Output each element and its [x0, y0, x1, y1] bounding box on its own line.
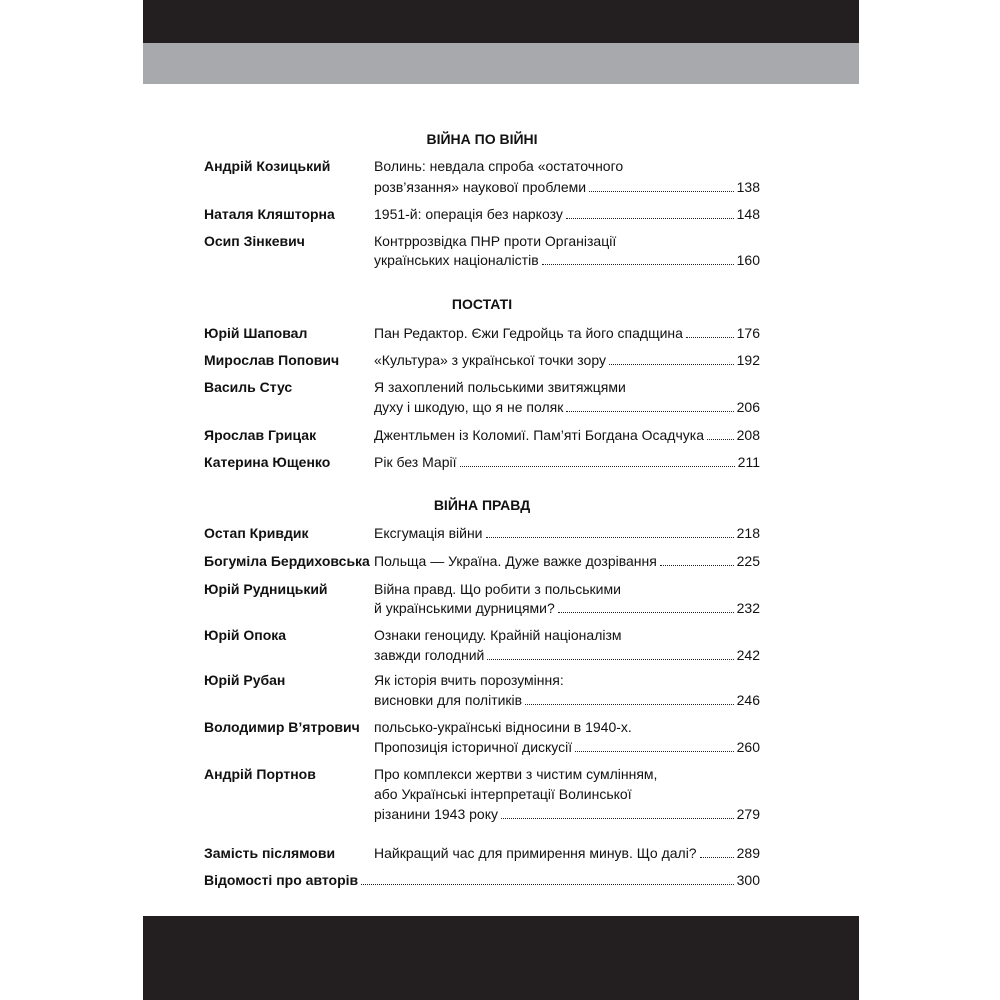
bottom-dark-band	[143, 916, 859, 1000]
entry-author: Ярослав Грицак	[204, 427, 317, 443]
page-number: 211	[737, 454, 760, 470]
dot-leader	[660, 565, 734, 566]
entry-title-text: й українськими дурницями?	[374, 600, 555, 616]
entry-title-text: Рік без Марії	[374, 454, 457, 470]
about-authors-label: Відомості про авторів	[204, 872, 359, 888]
page-number: 242	[736, 647, 760, 663]
entry-title-text: 1951-й: операція без наркозу	[374, 206, 563, 222]
entry-title-last-line	[374, 644, 760, 666]
entry-title-last-line	[374, 203, 760, 225]
entry-title-line: Як історія вчить порозуміння:	[374, 672, 564, 688]
page-number: 289	[736, 845, 760, 861]
entry-title-line: або Українські інтерпретації Волинської	[374, 786, 632, 802]
page-number: 246	[736, 692, 760, 708]
entry-title-line: Волинь: невдала спроба «остаточного	[374, 158, 624, 174]
entry-author: Андрій Козицький	[204, 158, 331, 174]
entry-title-line: Ознаки геноциду. Крайній націоналізм	[374, 627, 622, 643]
entry-title-line: Контррозвідка ПНР проти Організації	[374, 233, 617, 249]
toc-entry-about-authors[interactable]	[204, 869, 760, 891]
entry-title-line: Я захоплений польськими звитяжцями	[374, 379, 626, 395]
entry-title-text: Джентльмен із Коломиї. Пам’яті Богдана Осадчука	[374, 427, 704, 443]
entry-title-text: Пропозиція історичної дискусії	[374, 739, 573, 755]
entry-title-text: Польща — Україна. Дуже важке дозрівання	[374, 553, 657, 569]
entry-author: Катерина Ющенко	[204, 454, 331, 470]
page-number: 218	[736, 525, 760, 541]
entry-title-last-line	[374, 451, 760, 473]
dot-leader	[700, 857, 734, 858]
dot-leader	[558, 612, 734, 613]
section-heading: ВІЙНА ПО ВІЙНІ	[426, 131, 538, 147]
dot-leader	[460, 466, 735, 467]
page-number: 160	[736, 252, 760, 268]
page-number: 279	[736, 806, 760, 822]
entry-title-text: духу і шкодую, що я не поляк	[374, 399, 564, 415]
page-number: 225	[736, 553, 760, 569]
entry-title-text: Пан Редактор. Єжи Гедройць та його спадщина	[374, 325, 683, 341]
dot-leader	[525, 704, 734, 705]
dot-leader	[575, 751, 733, 752]
entry-title-text: завжди голодний	[374, 647, 485, 663]
entry-title-last-line	[374, 689, 760, 711]
entry-author: Юрій Рудницький	[204, 581, 328, 597]
dot-leader	[542, 264, 734, 265]
entry-title-last-line	[374, 522, 760, 544]
page-number: 138	[736, 179, 760, 195]
entry-author: Остап Кривдик	[204, 525, 309, 541]
dot-leader	[487, 659, 733, 660]
page-number: 300	[736, 872, 760, 888]
entry-author: Юрій Рубан	[204, 672, 286, 688]
entry-title-text: різанини 1943 року	[374, 806, 498, 822]
page-number: 232	[736, 600, 760, 616]
entry-author: Наталя Кляшторна	[204, 206, 335, 222]
dot-leader	[686, 337, 734, 338]
entry-title-text: Ексгумація війни	[374, 525, 483, 541]
page-number: 148	[736, 206, 760, 222]
dot-leader	[566, 411, 733, 412]
entry-title-text: українських націоналістів	[374, 252, 539, 268]
page-number: 260	[736, 739, 760, 755]
page-number: 206	[736, 399, 760, 415]
entry-title-last-line	[374, 322, 760, 344]
entry-author: Володимир В’ятрович	[204, 719, 360, 735]
entry-title-last-line	[374, 396, 760, 418]
entry-title-text: розв’язання» наукової проблеми	[374, 179, 587, 195]
entry-author: Осип Зінкевич	[204, 233, 305, 249]
dot-leader	[501, 818, 734, 819]
entry-title-last-line	[374, 803, 760, 825]
entry-title-text: висновки для політиків	[374, 692, 523, 708]
dot-leader	[609, 364, 734, 365]
entry-title-last-line	[374, 597, 760, 619]
page-number: 192	[736, 352, 760, 368]
section-heading: ВІЙНА ПРАВД	[433, 497, 531, 513]
table-of-contents	[204, 0, 760, 916]
book-page	[143, 0, 859, 1000]
entry-title-line: польсько-українські відносини в 1940-х.	[374, 719, 632, 735]
entry-author: Замість післямови	[204, 845, 336, 861]
section-heading: ПОСТАТІ	[451, 296, 513, 312]
entry-title-last-line	[374, 550, 760, 572]
entry-author: Богуміла Бердиховська	[204, 553, 370, 569]
entry-title-last-line	[374, 176, 760, 198]
entry-author: Мирослав Попович	[204, 352, 340, 368]
entry-title-last-line	[374, 424, 760, 446]
dot-leader	[589, 191, 734, 192]
page-number: 208	[736, 427, 760, 443]
entry-title-last-line	[374, 349, 760, 371]
dot-leader	[486, 537, 734, 538]
entry-author: Юрій Шаповал	[204, 325, 308, 341]
entry-author: Василь Стус	[204, 379, 293, 395]
entry-author: Андрій Портнов	[204, 766, 316, 782]
entry-title-last-line	[374, 842, 760, 864]
entry-title-line: Про комплекси жертви з чистим сумлінням,	[374, 766, 658, 782]
dot-leader	[707, 439, 734, 440]
entry-title-text: «Культура» з української точки зору	[374, 352, 606, 368]
entry-title-text: Найкращий час для примирення минув. Що далі?	[374, 845, 697, 861]
entry-title-line: Війна правд. Що робити з польськими	[374, 581, 621, 597]
entry-title-last-line	[374, 736, 760, 758]
page-number: 176	[736, 325, 760, 341]
dot-leader	[361, 884, 733, 885]
entry-author: Юрій Опока	[204, 627, 287, 643]
entry-title-last-line	[374, 249, 760, 271]
dot-leader	[566, 218, 734, 219]
